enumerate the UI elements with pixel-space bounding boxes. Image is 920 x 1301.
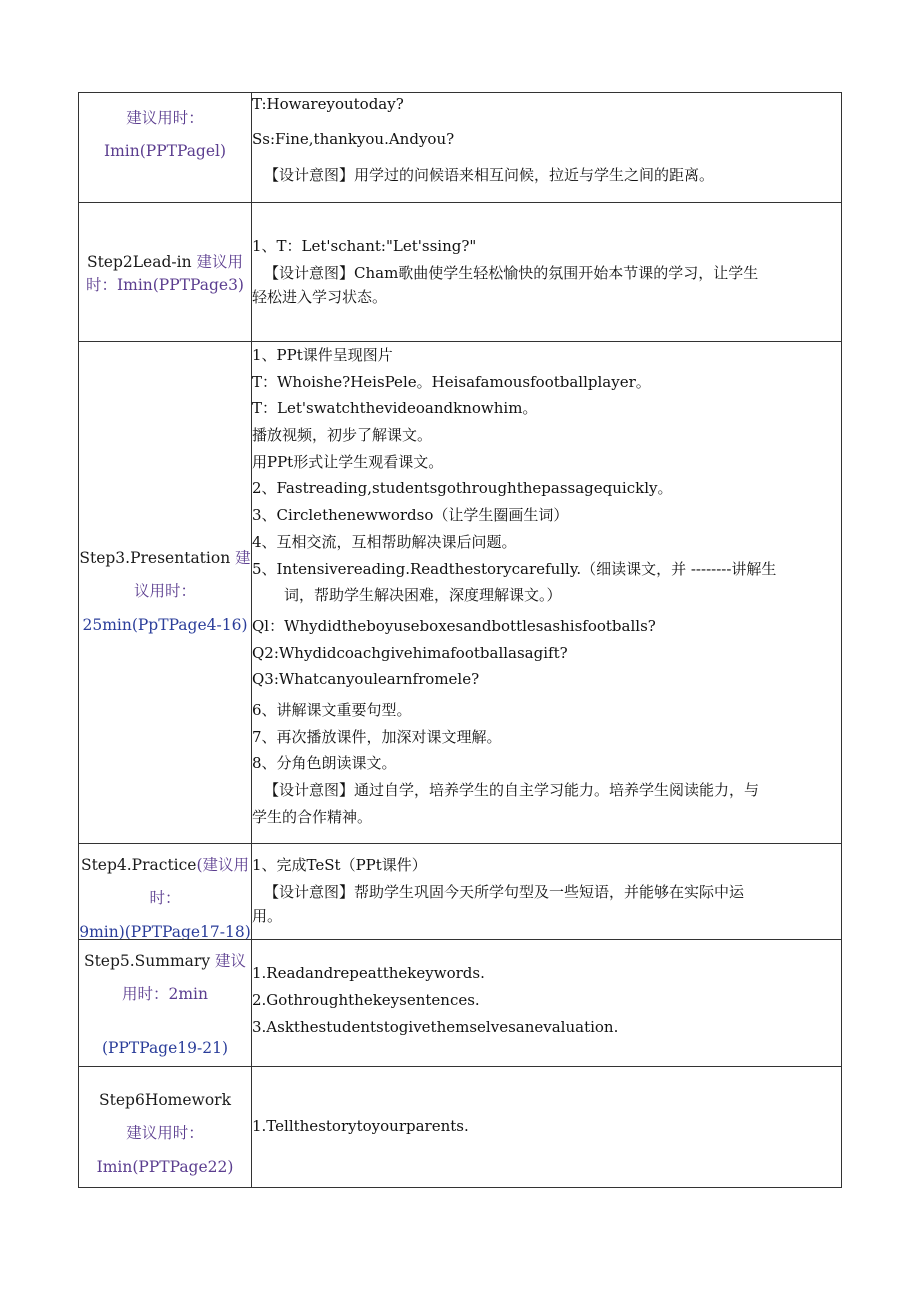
table-row [79,93,842,203]
content-cell [252,93,842,203]
time-value: Imin(PPTPage22) [96,1157,234,1176]
table-row [79,1067,842,1188]
step-cell [79,93,252,203]
time-value: Imin(PPTPagel) [103,142,227,161]
design-intent: 【设计意图】通过自学，培养学生的自主学习能力。培养学生阅读能力，与 [264,781,760,799]
content-line: 词，帮助学生解决困难，深度理解课文。） [284,586,562,605]
step-title [79,854,251,877]
homework-item: 1.Tellthestorytoyourparents. [252,1117,469,1135]
summary-item: 1.Readandrepeatthekeywords. [252,964,485,982]
content-line: 1、完成TeSt（PPt课件） [252,856,427,874]
content-line: T:Howareyoutoday? [252,95,404,113]
step-name: Step6Homework [99,1091,231,1109]
question-line: Q2:Whydidcoachgivehimafootballasagift? [252,643,568,662]
time-value: 9min)(PPTPage17-18) [79,922,251,939]
time-value: 用时：2min [122,985,208,1004]
content-line: 用PPt形式让学生观看课文。 [252,452,444,471]
step-cell [79,940,252,1067]
content-cell [252,342,842,844]
time-value: 时：Imin(PPTPage3) [86,276,244,295]
step-name: Step4.Practice [80,856,197,874]
step-title [79,547,251,570]
time-label: 建议用 [196,253,244,271]
time-label: 时： [149,889,181,908]
table-row [79,342,842,844]
design-intent: 【设计意图】Cham歌曲使学生轻松愉快的氛围开始本节课的学习，让学生 [264,264,759,283]
content-line: T：Let'swatchthevideoandknowhim。 [252,399,538,418]
content-line: T：Whoishe?HeisPele。Heisafamousfootballplayer。 [252,372,651,391]
time-label: (建议用 [196,856,250,874]
table-row [79,844,842,940]
content-line: 1、PPt课件呈现图片 [252,346,393,364]
time-label: 建议用时： [126,109,204,127]
content-line: 5、Intensivereading.Readthestorycarefully.（细读课文，并 --------讲解生 [252,559,777,578]
content-line: 学生的合作精神。 [252,807,373,826]
content-line: 7、再次播放课件，加深对课文理解。 [252,727,502,746]
content-line: 2、Fastreading,studentsgothroughthepassagequickly。 [252,479,673,498]
table-row [79,940,842,1067]
design-intent: 【设计意图】帮助学生巩固今天所学句型及一些短语，并能够在实际中运 [264,883,745,902]
content-line: 8、分角色朗读课文。 [252,754,397,773]
step-name: Step3.Presentation [79,549,231,567]
lesson-plan-table [78,92,842,1188]
table-row [79,203,842,342]
time-value: 25min(PpTPage4-16) [82,615,248,634]
question-line: Ql：Whydidtheboyuseboxesandbottlesashisfootballs? [252,616,656,635]
content-cell [252,940,842,1067]
content-line: 播放视频，初步了解课文。 [252,426,433,445]
step-title [79,950,251,973]
step-cell [79,844,252,940]
question-line: Q3:Whatcanyoulearnfromele? [252,670,480,689]
time-label: 建议 [215,952,247,970]
content-cell [252,1067,842,1188]
step-cell [79,342,252,844]
content-line: 1、T：Let'schant:"Let'ssing?" [252,237,477,255]
content-line: 4、互相交流，互相帮助解决课后问题。 [252,532,517,551]
content-line: Ss:Fine,thankyou.Andyou? [252,130,455,149]
step-name: Step5.Summary [83,952,211,970]
content-cell [252,203,842,342]
content-line: 轻松进入学习状态。 [252,287,388,306]
step-cell [79,1067,252,1188]
page-range: (PPTPage19-21) [101,1038,229,1057]
design-intent: 【设计意图】用学过的问候语来相互问候，拉近与学生之间的距离。 [264,165,715,184]
time-label: 建议用时： [126,1124,204,1143]
content-line: 3、Circlethenewwordso（让学生圈画生词） [252,506,569,525]
content-line: 6、讲解课文重要句型。 [252,700,412,719]
content-line: 用。 [252,906,283,925]
time-label: 议用时： [133,582,196,601]
step-title [79,251,251,274]
step-cell [79,203,252,342]
time-label: 建 [235,549,251,567]
summary-item: 3.Askthestudentstogivethemselvesanevaluation. [252,1018,619,1036]
step-name: Step2Lead-in [86,253,192,271]
content-cell [252,844,842,940]
summary-item: 2.Gothroughthekeysentences. [252,991,480,1009]
